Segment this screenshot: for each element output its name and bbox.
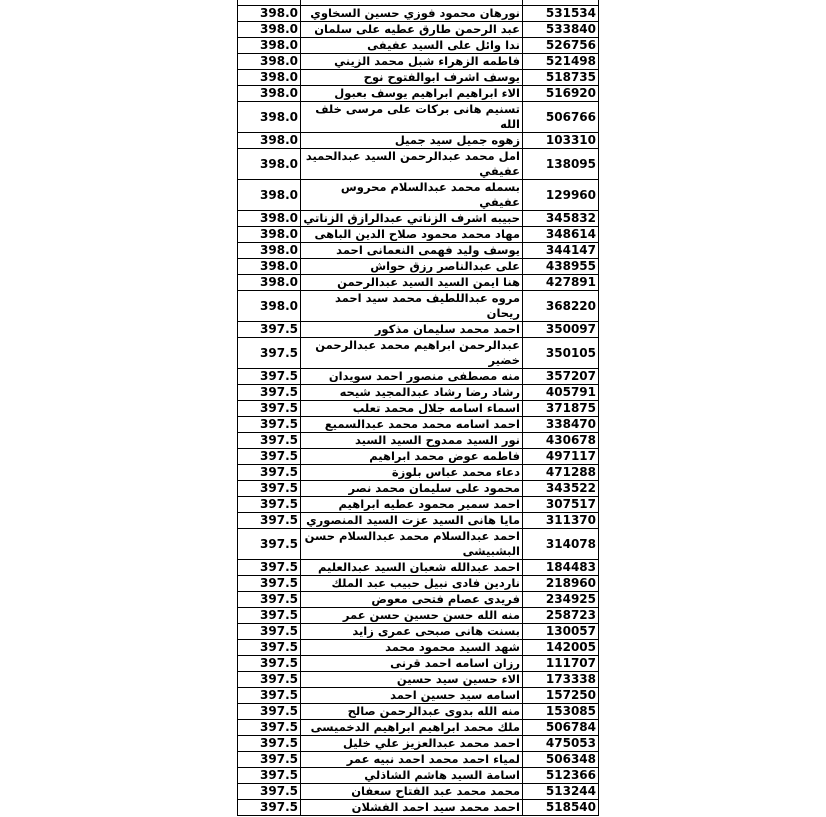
score-cell: 397.5 xyxy=(238,449,301,465)
table-row xyxy=(238,624,599,640)
name-cell: منه مصطفى منصور احمد سويدان xyxy=(301,369,523,385)
table-row xyxy=(238,70,599,86)
id-cell: 531534 xyxy=(523,6,599,22)
table-row xyxy=(238,720,599,736)
id-cell: 526756 xyxy=(523,38,599,54)
table-row xyxy=(238,640,599,656)
id-cell: 371875 xyxy=(523,401,599,417)
score-cell: 398.0 xyxy=(238,70,301,86)
id-cell: 338470 xyxy=(523,417,599,433)
table-row xyxy=(238,449,599,465)
table-row xyxy=(238,22,599,38)
table-row xyxy=(238,259,599,275)
score-cell: 397.5 xyxy=(238,465,301,481)
name-cell: مايا هانى السيد عزت السيد المنصوري xyxy=(301,513,523,529)
id-cell: 368220 xyxy=(523,291,599,322)
id-cell: 258723 xyxy=(523,608,599,624)
table-row xyxy=(238,369,599,385)
score-cell: 398.0 xyxy=(238,275,301,291)
score-cell: 397.5 xyxy=(238,704,301,720)
name-cell: اسامه سيد حسين احمد xyxy=(301,688,523,704)
score-cell: 398.0 xyxy=(238,149,301,180)
score-cell: 397.5 xyxy=(238,592,301,608)
id-cell: 129960 xyxy=(523,180,599,211)
score-cell: 397.5 xyxy=(238,688,301,704)
score-cell: 398.0 xyxy=(238,54,301,70)
table-row xyxy=(238,180,599,211)
name-cell: نورهان محمود فوزي حسين السخاوي xyxy=(301,6,523,22)
name-cell: احمد محمد سليمان مذكور xyxy=(301,322,523,338)
name-cell: رشاد رضا رشاد عبدالمجيد شيحه xyxy=(301,385,523,401)
id-cell: 497117 xyxy=(523,449,599,465)
name-cell: تسنيم هانى بركات على مرسى خلف الله xyxy=(301,102,523,133)
table-row xyxy=(238,54,599,70)
table-row xyxy=(238,465,599,481)
score-cell: 397.5 xyxy=(238,481,301,497)
name-cell: اسماء اسامه جلال محمد تعلب xyxy=(301,401,523,417)
score-cell: 397.5 xyxy=(238,369,301,385)
table-row xyxy=(238,481,599,497)
score-cell: 397.5 xyxy=(238,672,301,688)
name-cell: احمد سمير محمود عطيه ابراهيم xyxy=(301,497,523,513)
name-cell: مهاد محمد محمود صلاح الدين الباهى xyxy=(301,227,523,243)
id-cell: 438955 xyxy=(523,259,599,275)
score-cell: 397.5 xyxy=(238,656,301,672)
score-cell: 398.0 xyxy=(238,291,301,322)
id-cell: 111707 xyxy=(523,656,599,672)
name-cell: دعاء محمد عباس بلوزة xyxy=(301,465,523,481)
table-row xyxy=(238,560,599,576)
table-row xyxy=(238,704,599,720)
name-cell: بسنت هانى صبحى عمرى زايد xyxy=(301,624,523,640)
name-cell: فاطمه عوض محمد ابراهيم xyxy=(301,449,523,465)
table-row xyxy=(238,608,599,624)
table-row xyxy=(238,102,599,133)
score-cell: 397.5 xyxy=(238,608,301,624)
score-cell: 398.0 xyxy=(238,133,301,149)
id-cell: 103310 xyxy=(523,133,599,149)
name-cell: منه الله حسن حسين حسن عمر xyxy=(301,608,523,624)
id-cell: 138095 xyxy=(523,149,599,180)
id-cell: 345832 xyxy=(523,211,599,227)
id-cell: 516920 xyxy=(523,86,599,102)
score-cell: 397.5 xyxy=(238,322,301,338)
id-cell: 506348 xyxy=(523,752,599,768)
table-row xyxy=(238,243,599,259)
table-row xyxy=(238,227,599,243)
name-cell: امل محمد عبدالرحمن السيد عبدالحميد عفيفي xyxy=(301,149,523,180)
table-row xyxy=(238,322,599,338)
id-cell: 350105 xyxy=(523,338,599,369)
results-table-body xyxy=(238,0,599,816)
table-row xyxy=(238,513,599,529)
name-cell: يوسف وليد فهمى النعمانى احمد xyxy=(301,243,523,259)
id-cell: 153085 xyxy=(523,704,599,720)
id-cell: 173338 xyxy=(523,672,599,688)
id-cell: 184483 xyxy=(523,560,599,576)
name-cell: زهوه جميل سيد جميل xyxy=(301,133,523,149)
name-cell: احمد عبدالسلام محمد عبدالسلام حسن البشبيشى xyxy=(301,529,523,560)
id-cell: 521498 xyxy=(523,54,599,70)
table-row xyxy=(238,133,599,149)
id-cell: 518735 xyxy=(523,70,599,86)
score-cell: 397.5 xyxy=(238,752,301,768)
table-row xyxy=(238,656,599,672)
id-cell: 348614 xyxy=(523,227,599,243)
table-row xyxy=(238,592,599,608)
name-cell: شهد السيد محمود محمد xyxy=(301,640,523,656)
id-cell: 344147 xyxy=(523,243,599,259)
score-cell: 398.0 xyxy=(238,38,301,54)
table-row xyxy=(238,800,599,816)
name-cell: على عبدالناصر رزق حواش xyxy=(301,259,523,275)
name-cell: منه الله بدوى عبدالرحمن صالح xyxy=(301,704,523,720)
id-cell: 471288 xyxy=(523,465,599,481)
score-cell: 397.5 xyxy=(238,624,301,640)
name-cell: رزان اسامه احمد قرنى xyxy=(301,656,523,672)
score-cell: 397.5 xyxy=(238,401,301,417)
table-row xyxy=(238,38,599,54)
score-cell: 397.5 xyxy=(238,560,301,576)
score-cell: 397.5 xyxy=(238,497,301,513)
name-cell: احمد محمد سيد احمد الفشلان xyxy=(301,800,523,816)
id-cell: 311370 xyxy=(523,513,599,529)
score-cell: 398.0 xyxy=(238,102,301,133)
table-row xyxy=(238,275,599,291)
score-cell: 398.0 xyxy=(238,259,301,275)
score-cell: 397.5 xyxy=(238,768,301,784)
id-cell: 518540 xyxy=(523,800,599,816)
table-row xyxy=(238,338,599,369)
id-cell: 307517 xyxy=(523,497,599,513)
id-cell: 218960 xyxy=(523,576,599,592)
id-cell: 533840 xyxy=(523,22,599,38)
name-cell: هنا ايمن السيد السيد عبدالرحمن xyxy=(301,275,523,291)
table-row xyxy=(238,149,599,180)
id-cell: 427891 xyxy=(523,275,599,291)
id-cell: 357207 xyxy=(523,369,599,385)
name-cell: احمد عبدالله شعبان السيد عبدالعليم xyxy=(301,560,523,576)
id-cell: 142005 xyxy=(523,640,599,656)
name-cell: ناردين فادى نبيل حبيب عبد الملك xyxy=(301,576,523,592)
table-row xyxy=(238,576,599,592)
score-cell: 397.5 xyxy=(238,800,301,816)
score-cell: 398.0 xyxy=(238,243,301,259)
id-cell: 405791 xyxy=(523,385,599,401)
id-cell: 512366 xyxy=(523,768,599,784)
score-cell: 397.5 xyxy=(238,784,301,800)
id-cell: 430678 xyxy=(523,433,599,449)
id-cell: 506766 xyxy=(523,102,599,133)
id-cell: 343522 xyxy=(523,481,599,497)
name-cell: اسامة السيد هاشم الشاذلي xyxy=(301,768,523,784)
score-cell: 397.5 xyxy=(238,338,301,369)
score-cell: 397.5 xyxy=(238,640,301,656)
table-row xyxy=(238,291,599,322)
name-cell: مروه عبداللطيف محمد سيد احمد ريحان xyxy=(301,291,523,322)
score-cell: 397.5 xyxy=(238,576,301,592)
table-row xyxy=(238,417,599,433)
table-row xyxy=(238,768,599,784)
name-cell: ملك محمد ابراهيم ابراهيم الدخميسى xyxy=(301,720,523,736)
id-cell: 157250 xyxy=(523,688,599,704)
id-cell: 350097 xyxy=(523,322,599,338)
results-table xyxy=(237,0,599,816)
table-row xyxy=(238,688,599,704)
id-cell: 314078 xyxy=(523,529,599,560)
score-cell: 398.0 xyxy=(238,227,301,243)
score-cell: 398.0 xyxy=(238,22,301,38)
name-cell: يوسف اشرف ابوالفتوح نوح xyxy=(301,70,523,86)
table-row xyxy=(238,86,599,102)
name-cell: محمود على سليمان محمد نصر xyxy=(301,481,523,497)
id-cell: 513244 xyxy=(523,784,599,800)
score-cell: 397.5 xyxy=(238,529,301,560)
score-cell: 397.5 xyxy=(238,417,301,433)
name-cell: فريدى عصام فتحى معوض xyxy=(301,592,523,608)
score-cell: 397.5 xyxy=(238,513,301,529)
score-cell: 398.0 xyxy=(238,211,301,227)
name-cell: محمد محمد عبد الفتاح سعفان xyxy=(301,784,523,800)
id-cell: 130057 xyxy=(523,624,599,640)
id-cell: 475053 xyxy=(523,736,599,752)
score-cell: 398.0 xyxy=(238,86,301,102)
name-cell: حبيبه اشرف الزناتي عبدالرازق الزناتي xyxy=(301,211,523,227)
score-cell: 397.5 xyxy=(238,385,301,401)
table-row xyxy=(238,211,599,227)
score-cell: 398.0 xyxy=(238,6,301,22)
id-cell: 234925 xyxy=(523,592,599,608)
name-cell: الاء حسين سيد حسين xyxy=(301,672,523,688)
name-cell: نور السيد ممدوح السيد السيد xyxy=(301,433,523,449)
score-cell: 398.0 xyxy=(238,180,301,211)
score-cell: 397.5 xyxy=(238,433,301,449)
table-row xyxy=(238,752,599,768)
id-cell: 506784 xyxy=(523,720,599,736)
table-row xyxy=(238,784,599,800)
score-cell: 397.5 xyxy=(238,736,301,752)
name-cell: ندا وائل على السيد عفيفى xyxy=(301,38,523,54)
name-cell: فاطمه الزهراء شبل محمد الزيني xyxy=(301,54,523,70)
name-cell: بسمله محمد عبدالسلام محروس عفيفي xyxy=(301,180,523,211)
table-row xyxy=(238,433,599,449)
table-row xyxy=(238,385,599,401)
name-cell: احمد محمد عبدالعزيز علي خليل xyxy=(301,736,523,752)
score-cell: 397.5 xyxy=(238,720,301,736)
name-cell: عبدالرحمن ابراهيم محمد عبدالرحمن خضير xyxy=(301,338,523,369)
table-row xyxy=(238,401,599,417)
name-cell: عبد الرحمن طارق عطيه على سلمان xyxy=(301,22,523,38)
table-row xyxy=(238,529,599,560)
table-row xyxy=(238,736,599,752)
name-cell: الاء ابراهيم ابراهيم يوسف بعبول xyxy=(301,86,523,102)
table-row xyxy=(238,6,599,22)
name-cell: لمياء احمد محمد احمد نبيه عمر xyxy=(301,752,523,768)
name-cell: احمد اسامه محمد محمد عبدالسميع xyxy=(301,417,523,433)
table-row xyxy=(238,497,599,513)
table-row xyxy=(238,672,599,688)
